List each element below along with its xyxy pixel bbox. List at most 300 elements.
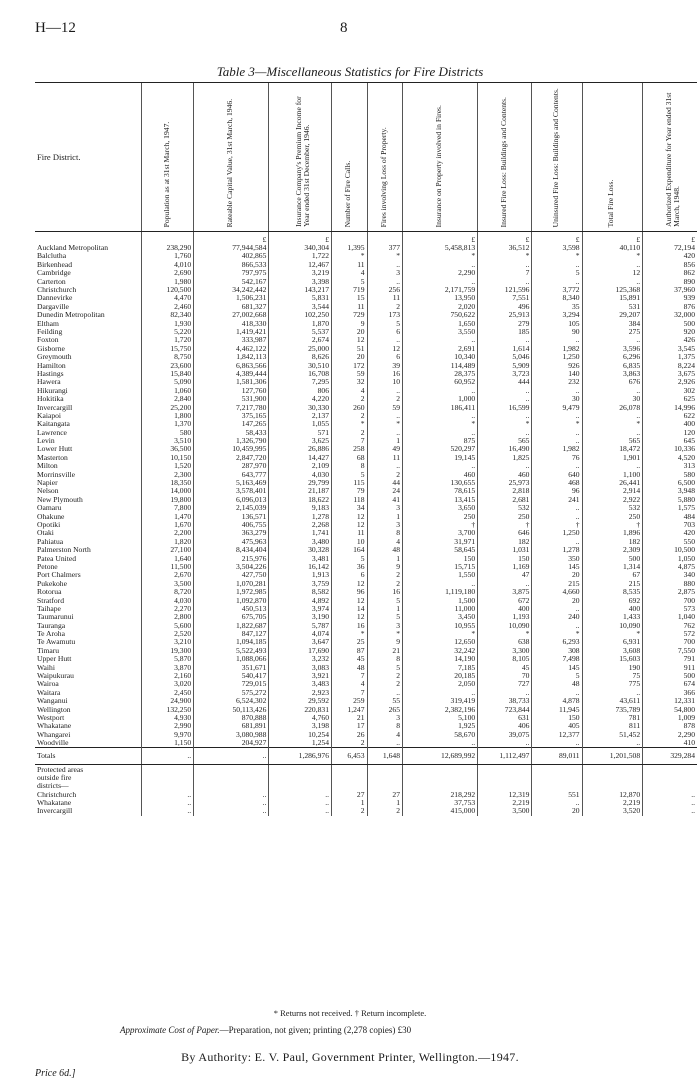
district-name: districts— (37, 782, 69, 791)
cell-value: .. (478, 689, 532, 697)
cell-value: 4,030 (269, 471, 332, 479)
cell-value: 2,219 (582, 799, 643, 807)
cell-value: 1,470 (142, 513, 194, 521)
district-name: Otaki (37, 529, 54, 538)
cell-value: 28,375 (403, 370, 478, 378)
cell-value: 6 (367, 328, 403, 336)
cell-value: 30 (532, 395, 582, 403)
cell-value: 12,377 (532, 731, 582, 739)
cell-value: 21 (367, 647, 403, 655)
cell-value: 1,822,687 (194, 622, 269, 630)
column-header-row (35, 83, 697, 232)
cell-value: 2,926 (643, 378, 697, 386)
cell-value: 5 (367, 613, 403, 621)
cell-value: 6,524,302 (194, 697, 269, 705)
cell-value: 10,955 (403, 622, 478, 630)
district-name: Taihape (37, 604, 61, 613)
cell-value: 3,875 (478, 588, 532, 596)
district-name: Wanganui (37, 697, 68, 706)
district-name: Hamilton (37, 361, 66, 370)
cell-value: 26 (332, 731, 368, 739)
cell-value: 1,925 (403, 722, 478, 730)
cell-value: * (367, 420, 403, 428)
cell-value: 49 (367, 445, 403, 453)
cell-value: 939 (643, 294, 697, 302)
cell-value: 275 (582, 328, 643, 336)
cell-value: 1,741 (269, 529, 332, 537)
cell-value: .. (478, 278, 532, 286)
cell-value: 25,200 (142, 403, 194, 411)
cell-value (269, 782, 332, 790)
cell-value: 2,020 (403, 303, 478, 311)
district-name: Kaiapoi (37, 411, 62, 420)
cell-value: 806 (269, 387, 332, 395)
district-name: Dannevirke (37, 294, 73, 303)
cell-value: * (332, 252, 368, 260)
cell-value: 3,974 (269, 605, 332, 613)
cell-value: 7,295 (269, 378, 332, 386)
cell-value: 1,820 (142, 538, 194, 546)
district-name: Upper Hutt (37, 655, 72, 664)
cell-value: 4 (332, 680, 368, 688)
district-name: Carterton (37, 277, 66, 286)
cell-value: 16 (367, 370, 403, 378)
table-row (35, 613, 697, 621)
cell-value: 2,691 (403, 345, 478, 353)
cell-value: 444 (478, 378, 532, 386)
cell-value: 1 (332, 799, 368, 807)
district-name: Whakatane (37, 799, 72, 808)
cell-value: 8,105 (478, 655, 532, 663)
cell-value: 3,772 (532, 286, 582, 294)
cell-value: 1,119,180 (403, 588, 478, 596)
printer-authority: By Authority: E. V. Paul, Government Printer, Wellington.—1947. (181, 1050, 519, 1064)
cell-value: 58,433 (194, 429, 269, 437)
cell-value: 400 (643, 420, 697, 428)
cell-value: 1,720 (142, 336, 194, 344)
cell-value (142, 765, 194, 774)
cell-value: 638 (478, 638, 532, 646)
column-header (142, 83, 194, 232)
district-name: Stratford (37, 596, 64, 605)
table-row (35, 412, 697, 420)
cell-value: 59 (332, 370, 368, 378)
cell-value: 5 (367, 320, 403, 328)
cell-value: 2 (367, 471, 403, 479)
cell-value: 25,913 (478, 311, 532, 319)
cell-value: 4,030 (142, 596, 194, 604)
cell-value: * (332, 420, 368, 428)
cell-value: 1,842,113 (194, 353, 269, 361)
cell-value: 4,660 (532, 588, 582, 596)
table-row (35, 630, 697, 638)
cell-value: 3,483 (269, 680, 332, 688)
table-row (35, 345, 697, 353)
table-row (35, 605, 697, 613)
cell-value: 1 (367, 437, 403, 445)
cell-value: 10,340 (403, 353, 478, 361)
cell-value: 5 (332, 554, 368, 562)
district-name: Christchurch (37, 285, 77, 295)
cell-value: 5,870 (142, 655, 194, 663)
cell-value: 20 (532, 596, 582, 604)
cell-value: 3,550 (403, 328, 478, 336)
cell-value (367, 782, 403, 790)
table-row (35, 689, 697, 697)
cell-value: 729 (332, 311, 368, 319)
cell-value: 218,292 (403, 791, 478, 799)
table-row (35, 286, 697, 294)
district-name: Masterton (37, 453, 68, 462)
cell-value: 573 (643, 605, 697, 613)
cell-value: 1,278 (269, 513, 332, 521)
cell-value: 1,055 (269, 420, 332, 428)
cell-value: 32 (332, 378, 368, 386)
cell-value: 3,544 (269, 303, 332, 311)
cell-value: 3,210 (142, 638, 194, 646)
cell-value: 496 (478, 303, 532, 311)
cell-value: 12,467 (269, 261, 332, 269)
cell-value: 12 (332, 521, 368, 529)
cell-value: 75 (582, 672, 643, 680)
cell-value: 287,970 (194, 462, 269, 470)
table-row (35, 554, 697, 562)
cell-value: 410 (643, 739, 697, 748)
cell-value: 172 (332, 361, 368, 369)
cell-value: .. (478, 261, 532, 269)
cell-value: 406,755 (194, 521, 269, 529)
cell-value: 875 (403, 437, 478, 445)
cell-value: 38,733 (478, 697, 532, 705)
cell-value: 54,800 (643, 705, 697, 713)
cell-value: 2 (367, 395, 403, 403)
cell-value: 1,500 (403, 596, 478, 604)
cell-value: 646 (478, 529, 532, 537)
cell-value: 460 (478, 471, 532, 479)
cell-value: 9 (367, 638, 403, 646)
cell-value: 16,708 (269, 370, 332, 378)
cell-value: 475,963 (194, 538, 269, 546)
cell-value: 1,278 (532, 546, 582, 554)
cell-value: 250 (403, 513, 478, 521)
column-header-text: Uninsured Fire Loss: Buildings and Contents. (551, 87, 561, 227)
cell-value: .. (532, 437, 582, 445)
district-name: Christchurch (37, 790, 77, 799)
cell-value: .. (478, 739, 532, 748)
cell-value: 5,787 (269, 622, 332, 630)
cell-value: 4,074 (269, 630, 332, 638)
cell-value: 1,247 (332, 705, 368, 713)
cell-value: 5 (367, 596, 403, 604)
cell-value: 2,847,720 (194, 454, 269, 462)
district-name: Gisborne (37, 344, 65, 353)
cell-value: 1,395 (332, 244, 368, 252)
cell-value: 2,670 (142, 571, 194, 579)
cell-value: 30,328 (269, 546, 332, 554)
cell-value: 47 (478, 571, 532, 579)
column-header-text: Authorized Expenditure for Year ended 31st March, 1948. (664, 92, 682, 227)
cell-value: 72,194 (643, 244, 697, 252)
district-name: Lawrence (37, 428, 67, 437)
table-row (35, 370, 697, 378)
column-header (478, 83, 532, 232)
cell-value: 240 (532, 613, 582, 621)
cell-value: 10,459,995 (194, 445, 269, 453)
table-row (35, 320, 697, 328)
cell-value (478, 765, 532, 774)
cell-value: 9,970 (142, 731, 194, 739)
page-number: 8 (340, 20, 348, 36)
cell-value: 232 (532, 378, 582, 386)
cell-value (194, 774, 269, 782)
cell-value: 30 (582, 395, 643, 403)
cell-value: 118 (332, 496, 368, 504)
district-name: Morrinsville (37, 470, 75, 479)
cell-value: 16 (367, 588, 403, 596)
cell-value: 9 (367, 563, 403, 571)
cell-value: 150 (403, 554, 478, 562)
cell-value: 1,670 (142, 521, 194, 529)
cell-value: 500 (582, 554, 643, 562)
cell-value: 10,150 (142, 454, 194, 462)
cell-value: 24 (367, 487, 403, 495)
cell-value: 19,300 (142, 647, 194, 655)
cell-value: 27,002,668 (194, 311, 269, 319)
cell-value (532, 765, 582, 774)
cell-value: † (532, 521, 582, 529)
district-name: Dunedin Metropolitan (37, 311, 105, 320)
cell-value: 2,818 (478, 487, 532, 495)
column-header-text: Fires involving Loss of Property. (378, 126, 388, 227)
table-row (35, 546, 697, 554)
cell-value: 12 (367, 345, 403, 353)
district-name: Hawera (37, 378, 61, 387)
cell-value: 811 (582, 722, 643, 730)
cell-value: 2,840 (142, 395, 194, 403)
cell-value: 3,398 (269, 278, 332, 286)
cell-value: 2,450 (142, 689, 194, 697)
cell-value: 5,163,469 (194, 479, 269, 487)
currency-row (35, 232, 697, 245)
district-name: Totals (35, 748, 142, 765)
cell-value: 15,891 (582, 294, 643, 302)
cell-value: 870,888 (194, 714, 269, 722)
cell-value: 21,187 (269, 487, 332, 495)
cell-value: 12,650 (403, 638, 478, 646)
district-name: Westport (37, 713, 65, 722)
cell-value: .. (582, 462, 643, 470)
cell-value: .. (194, 807, 269, 815)
table-row (35, 521, 697, 529)
table-row (35, 739, 697, 748)
cell-value: 12,319 (478, 791, 532, 799)
cell-value: 2,922 (582, 496, 643, 504)
district-name: Patea United (37, 554, 77, 563)
cell-value: 7 (332, 689, 368, 697)
cell-value: 580 (142, 429, 194, 437)
column-header (532, 83, 582, 232)
cell-value: 520,297 (403, 445, 478, 453)
cell-value (478, 774, 532, 782)
cell-value: 1,250 (532, 529, 582, 537)
cell-value: 1,150 (142, 739, 194, 748)
cell-value: 7 (332, 672, 368, 680)
cell-value: 127,760 (194, 387, 269, 395)
cell-value: 3,020 (142, 680, 194, 688)
cell-value: 18,622 (269, 496, 332, 504)
cell-value: 13,415 (403, 496, 478, 504)
cell-value: .. (532, 538, 582, 546)
table-row (35, 580, 697, 588)
cell-value (403, 774, 478, 782)
cell-value: 3,481 (269, 554, 332, 562)
cell-value: 3,675 (643, 370, 697, 378)
table-row (35, 311, 697, 319)
cell-value: .. (142, 748, 194, 765)
cell-value: 204,927 (194, 739, 269, 748)
cell-value (269, 774, 332, 782)
cell-value: * (367, 630, 403, 638)
cell-value: £ (532, 232, 582, 245)
cell-value (643, 774, 697, 782)
cell-value: 26,078 (582, 403, 643, 411)
district-name: Lower Hutt (37, 445, 73, 454)
cell-value: 1,433 (582, 613, 643, 621)
cell-value: 351,671 (194, 664, 269, 672)
cell-value: 2 (367, 680, 403, 688)
cell-value: 2 (367, 672, 403, 680)
cell-value: 3,578,401 (194, 487, 269, 495)
cell-value: 7,551 (478, 294, 532, 302)
table-row (35, 437, 697, 445)
cell-value: 4 (332, 387, 368, 395)
table-row (35, 504, 697, 512)
cell-value: 565 (582, 437, 643, 445)
cell-value: 4,875 (643, 563, 697, 571)
cell-value: .. (403, 387, 478, 395)
cell-value: 77,944,584 (194, 244, 269, 252)
cell-value: 6 (367, 353, 403, 361)
cell-value: 8 (332, 462, 368, 470)
district-name: New Plymouth (37, 495, 83, 504)
district-name: Petone (37, 562, 58, 571)
district-name: Port Chalmers (37, 571, 81, 580)
cell-value: 8 (367, 529, 403, 537)
cell-value: 4,520 (643, 454, 697, 462)
table-row (35, 722, 697, 730)
cell-value: 1,112,497 (478, 748, 532, 765)
cell-value (367, 774, 403, 782)
cell-value: .. (367, 261, 403, 269)
cell-value: 1,250 (532, 353, 582, 361)
district-name: Te Awamutu (37, 638, 76, 647)
cell-value: 241 (532, 496, 582, 504)
cell-value: † (478, 521, 532, 529)
cell-value: 18,350 (142, 479, 194, 487)
cell-value: 1,031 (478, 546, 532, 554)
cell-value: 258 (332, 445, 368, 453)
table-row (35, 353, 697, 361)
cell-value: 2,109 (269, 462, 332, 470)
cell-value: 340,304 (269, 244, 332, 252)
cell-value: .. (643, 791, 697, 799)
cell-value: 550 (643, 538, 697, 546)
cell-value: 15,840 (142, 370, 194, 378)
cell-value: 3 (367, 521, 403, 529)
district-name: Rotorua (37, 588, 62, 597)
district-name: Hokitika (37, 395, 64, 404)
cell-value: 1,092,870 (194, 596, 269, 604)
cell-value: 7,550 (643, 647, 697, 655)
cell-value: 143,217 (269, 286, 332, 294)
cell-value: 4,470 (142, 294, 194, 302)
cell-value: 675,705 (194, 613, 269, 621)
cell-value: .. (367, 462, 403, 470)
cell-value: 2,268 (269, 521, 332, 529)
cell-value: 3,700 (403, 529, 478, 537)
cell-value: 363,279 (194, 529, 269, 537)
cell-value: 25 (332, 638, 368, 646)
cell-value: 120 (643, 429, 697, 437)
approx-cost-label: Approximate Cost of Paper. (120, 1025, 220, 1035)
cell-value: 3,198 (269, 722, 332, 730)
cell-value: 164 (332, 546, 368, 554)
cell-value: 114,489 (403, 361, 478, 369)
cell-value: 420 (643, 252, 697, 260)
cell-value: 12 (332, 613, 368, 621)
cell-value: 9,479 (532, 403, 582, 411)
cell-value: 16,142 (269, 563, 332, 571)
cell-value: 125,368 (582, 286, 643, 294)
cell-value (142, 232, 194, 245)
cell-value: 10,254 (269, 731, 332, 739)
cell-value: 3,504,226 (194, 563, 269, 571)
cell-value: 29,592 (269, 697, 332, 705)
table-row (35, 303, 697, 311)
cell-value: 2 (367, 580, 403, 588)
cell-value: .. (194, 748, 269, 765)
cell-value: 5,522,493 (194, 647, 269, 655)
cell-value: .. (582, 336, 643, 344)
cell-value: 115 (332, 479, 368, 487)
cell-value: 55 (367, 697, 403, 705)
cell-value: 10,090 (478, 622, 532, 630)
district-name: Wairoa (37, 680, 59, 689)
cell-value: 3,598 (532, 244, 582, 252)
cell-value: 20,185 (403, 672, 478, 680)
footnote: * Returns not received. † Return incomplete. (273, 1008, 427, 1018)
cell-value: 89,011 (532, 748, 582, 765)
cell-value: 402,865 (194, 252, 269, 260)
table-row (35, 622, 697, 630)
cell-value: 2,050 (403, 680, 478, 688)
protected-row (35, 791, 697, 799)
cell-value: 313 (643, 462, 697, 470)
cell-value: 3 (367, 622, 403, 630)
cell-value: 1,169 (478, 563, 532, 571)
cell-value: 622 (643, 412, 697, 420)
cell-value: £ (269, 232, 332, 245)
cell-value: 1,648 (367, 748, 403, 765)
cell-value: 132,250 (142, 705, 194, 713)
cell-value: 2,800 (142, 613, 194, 621)
district-name: Birkenhead (37, 260, 73, 269)
cell-value: 90 (532, 328, 582, 336)
district-name: Whakatane (37, 722, 72, 731)
cell-value: 10,336 (643, 445, 697, 453)
protected-label-row (35, 782, 697, 790)
cell-value: 1,009 (643, 714, 697, 722)
